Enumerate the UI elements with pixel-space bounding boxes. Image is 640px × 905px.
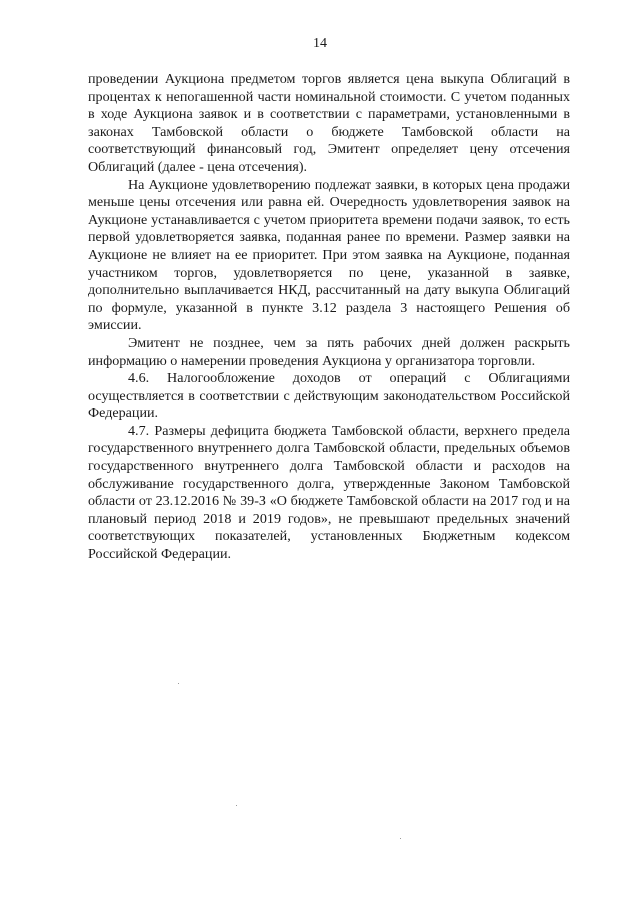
paragraph-auction-satisfaction: На Аукционе удовлетворению подлежат заявки, в которых цена продажи меньше цены отсечения или равна ей. Очередность удовлетворения заявок на Аукционе устанавливается с учетом приоритета времени подачи заявок, то есть первой удовлетворяется заявка, поданная ранее по времени. Размер заявки на Аукционе не влияет на ее приоритет. При этом заявка на Аукционе, поданная участником торгов, удовлетворяется по цене, указанной в заявке, дополнительно выплачивается НКД, рассчитанный на дату выкупа Облигаций по формуле, указанной в пункте 3.12 раздела 3 настоящего Решения об эмиссии. (88, 176, 570, 334)
scan-speck (178, 683, 179, 684)
paragraph-issuer-disclosure: Эмитент не позднее, чем за пять рабочих дней должен раскрыть информацию о намерении проведения Аукциона у организатора торговли. (88, 334, 570, 369)
scan-speck (400, 838, 401, 839)
paragraph-4-7-budget-limits: 4.7. Размеры дефицита бюджета Тамбовской области, верхнего предела государственного внутреннего долга Тамбовской области, предельных объемов государственного внутреннего долга Тамбовской области и расходов на обслуживание государственного долга, утвержденные Законом Тамбовской области от 23.12.2016 № 39-З «О бюджете Тамбовской области на 2017 год и на плановый период 2018 и 2019 годов», не превышают предельных значений соответствующих показателей, установленных Бюджетным кодексом Российской Федерации. (88, 422, 570, 563)
document-body (88, 71, 570, 564)
paragraph-auction-subject: проведении Аукциона предметом торгов является цена выкупа Облигаций в процентах к непогашенной части номинальной стоимости. С учетом поданных в ходе Аукциона заявок и в соответствии с параметрами, установленными в законах Тамбовской области о бюджете Тамбовской области на соответствующий финансовый год, Эмитент определяет цену отсечения Облигаций (далее - цена отсечения). (88, 71, 570, 175)
scan-speck (236, 805, 237, 806)
paragraph-4-6-taxation: 4.6. Налогообложение доходов от операций с Облигациями осуществляется в соответствии с действующим законодательством Российской Федерации. (88, 370, 570, 422)
page-number: 14 (313, 36, 327, 51)
